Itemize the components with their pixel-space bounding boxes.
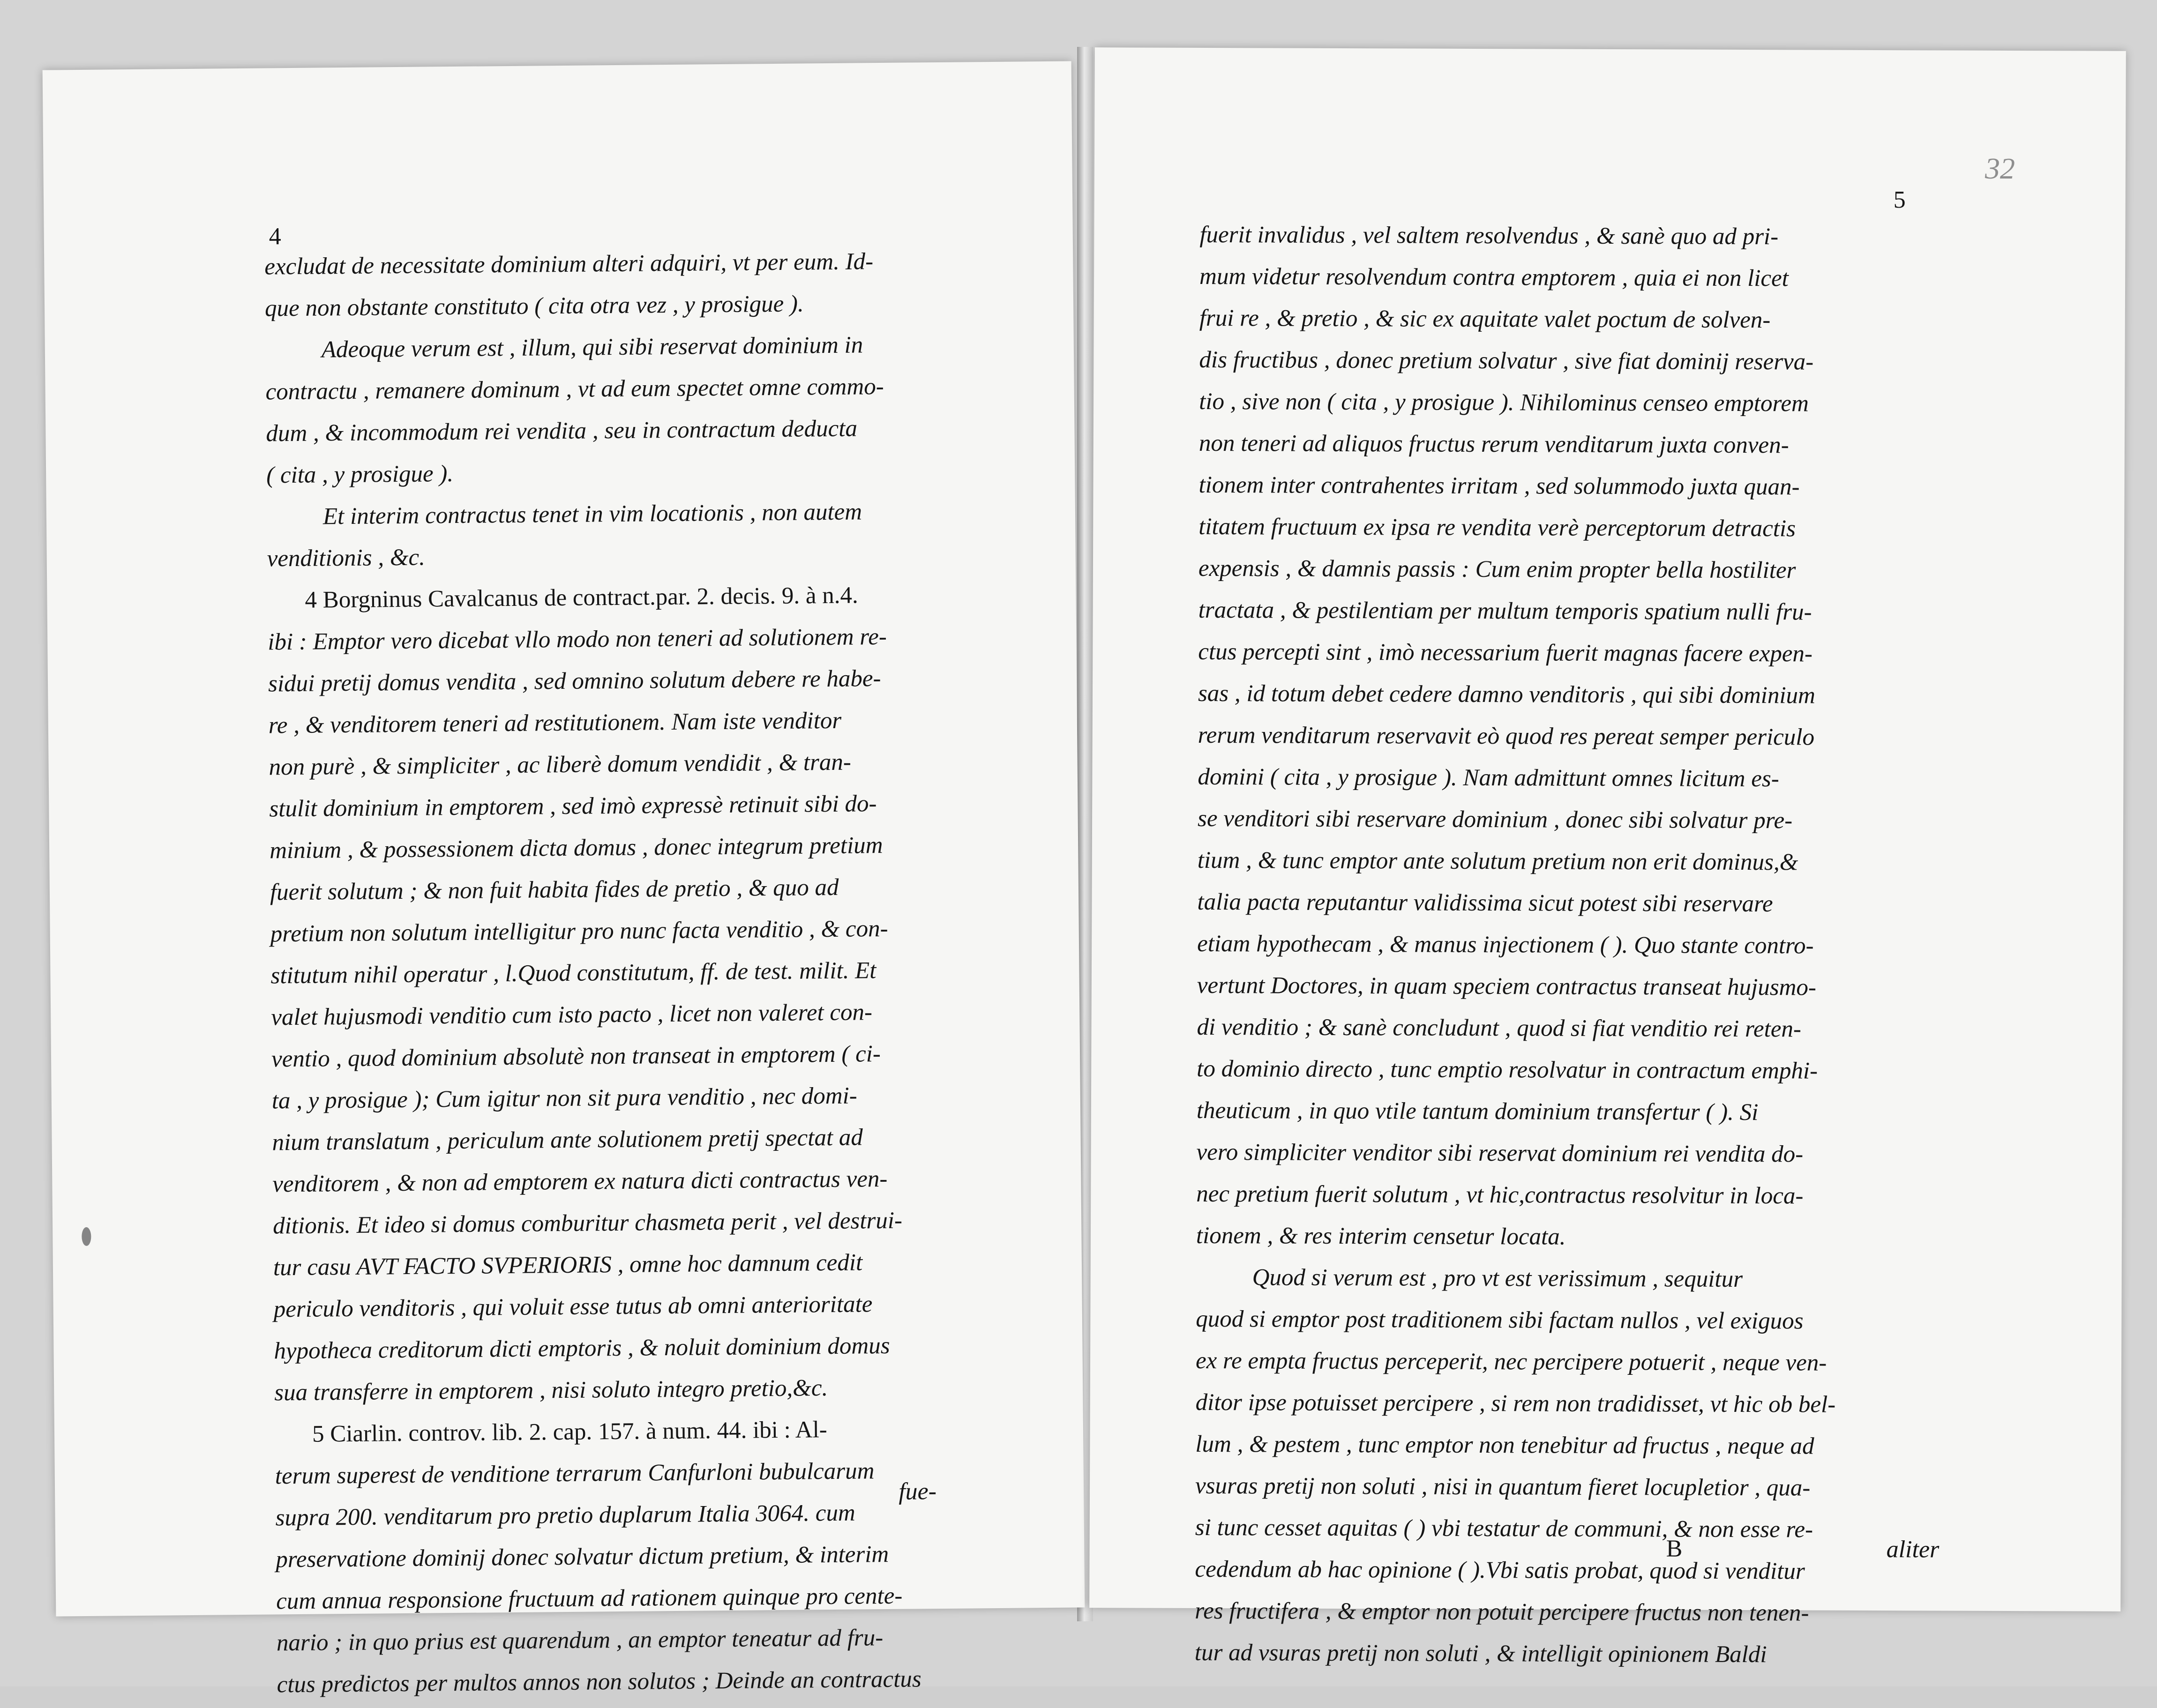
binding-hole (82, 1227, 91, 1246)
text-line: minium , & possessionem dicta domus , donec integrum pretium (269, 832, 883, 864)
signature-mark: B (1666, 1535, 1683, 1562)
text-line: rerum venditarum reservavit eò quod res pereat semper periculo (1198, 722, 1815, 751)
text-line: nario ; in quo prius est quarendum , an emptor teneatur ad fru- (276, 1625, 884, 1656)
page-number-right: 5 (1893, 186, 1906, 214)
text-line: non teneri ad aliquos fructus rerum venditarum juxta conven- (1198, 430, 1789, 459)
text-line: nium translatum , periculum ante solutionem pretij spectat ad (272, 1124, 863, 1156)
right-page (1089, 47, 2126, 1668)
catchword-right: aliter (1886, 1536, 1940, 1563)
text-line: tractata , & pestilentiam per multum temporis spatium nulli fru- (1198, 597, 1812, 626)
catchword-left: fue- (898, 1478, 937, 1505)
text-line: vero simpliciter venditor sibi reservat dominium rei vendita do- (1196, 1139, 1804, 1168)
text-line: periculo venditoris , qui voluit esse tutus ab omni anterioritate (273, 1291, 873, 1323)
text-line: supra 200. venditarum pro pretio duplarum Italia 3064. cum (275, 1499, 856, 1531)
text-line: expensis , & damnis passis : Cum enim propter bella hostiliter (1198, 555, 1796, 584)
text-line: res fructifera , & emptor non potuit percipere fructus non tenen- (1195, 1597, 1809, 1626)
left-page (43, 61, 1085, 1698)
text-line: vertunt Doctores, in quam speciem contractus transeat hujusmo- (1197, 972, 1817, 1001)
text-line: contractu , remanere dominum , vt ad eum spectet omne commo- (265, 373, 884, 405)
text-line: tur ad vsuras pretij non soluti , & intelligit opinionem Baldi (1194, 1639, 1767, 1668)
text-line: stitutum nihil operatur , l.Quod constitutum, ff. de test. milit. Et (270, 957, 876, 989)
text-line: re , & venditorem teneri ad restitutionem. Nam iste venditor (268, 707, 842, 739)
text-line: ibi : Emptor vero dicebat vllo modo non teneri ad solutionem re- (268, 623, 887, 656)
text-line: fuerit invalidus , vel saltem resolvendus , & sanè quo ad pri- (1199, 221, 1779, 250)
text-line: venditorem , & non ad emptorem ex natura dicti contractus ven- (272, 1165, 888, 1198)
text-line: Quod si verum est , pro vt est verissimum , sequitur (1252, 1264, 1743, 1293)
text-line: quod si emptor post traditionem sibi factam nullos , vel exiguos (1196, 1305, 1804, 1335)
text-line: pretium non solutum intelligitur pro nunc facta venditio , & con- (270, 915, 888, 947)
text-line: tur casu AVT FACTO SVPERIORIS , omne hoc damnum cedit (273, 1249, 863, 1281)
text-line: sua transferre in emptorem , nisi soluto integro pretio,&c. (274, 1375, 828, 1406)
text-line: terum superest de venditione terrarum Canfurloni bubulcarum (275, 1458, 875, 1490)
text-line: ditor ipse potuisset percipere , si rem non tradidisset, vt hic ob bel- (1195, 1389, 1836, 1418)
text-line: 5 Ciarlin. controv. lib. 2. cap. 157. à num. 44. ibi : Al- (312, 1417, 827, 1447)
text-line: tio , sive non ( cita , y prosigue ). Nihilominus censeo emptorem (1199, 388, 1809, 417)
text-line: cum annua responsione fructuum ad rationem quinque pro cente- (276, 1582, 903, 1615)
text-line: nec pretium fuerit solutum , vt hic,contractus resolvitur in loca- (1196, 1180, 1804, 1209)
text-line: ditionis. Et ideo si domus comburitur chasmeta perit , vel destrui- (272, 1207, 903, 1239)
text-line: dum , & incommodum rei vendita , seu in contractum deducta (266, 415, 858, 447)
text-line: ( cita , y prosigue ). (266, 461, 454, 489)
text-line: vsuras pretij non soluti , nisi in quantum fieret locupletior , qua- (1195, 1472, 1811, 1501)
text-line: ta , y prosigue ); Cum igitur non sit pura venditio , nec domi- (271, 1082, 857, 1114)
text-line: ctus percepti sint , imò necessarium fuerit magnas facere expen- (1198, 638, 1813, 667)
text-line: tium , & tunc emptor ante solutum pretium non erit dominus,& (1197, 847, 1798, 876)
text-line: tionem , & res interim censetur locata. (1196, 1222, 1566, 1250)
text-line: ventio , quod dominium absolutè non transeat in emptorem ( ci- (271, 1041, 881, 1073)
text-line: hypotheca creditorum dicti emptoris , & noluit dominium domus (274, 1332, 890, 1365)
text-line: 4 Borgninus Cavalcanus de contract.par. 2. decis. 9. à n.4. (305, 582, 859, 613)
text-line: fuerit solutum ; & non fuit habita fides de pretio , & quo ad (270, 874, 839, 906)
text-line: mum videtur resolvendum contra emptorem , quia ei non licet (1199, 263, 1789, 292)
right-text-block (1195, 214, 1840, 1676)
page-number-left: 4 (269, 223, 282, 250)
text-line: stulit dominium in emptorem , sed imò expressè retinuit sibi do- (269, 791, 877, 822)
text-line: Adeoque verum est , illum, qui sibi reservat dominium in (321, 332, 863, 363)
text-line: sas , id totum debet cedere damno venditoris , qui sibi dominium (1198, 680, 1815, 709)
text-line: di venditio ; & sanè concludunt , quod si fiat venditio rei reten- (1197, 1014, 1802, 1043)
left-text-block (264, 241, 921, 1706)
handwritten-folio-number: 32 (1985, 151, 2015, 186)
text-line: etiam hypothecam , & manus injectionem ( ). Quo stante contro- (1197, 930, 1814, 959)
text-line: lum , & pestem , tunc emptor non tenebitur ad fructus , neque ad (1195, 1431, 1814, 1460)
text-line: non purè , & simpliciter , ac liberè domum vendidit , & tran- (269, 749, 852, 781)
text-line: domini ( cita , y prosigue ). Nam admittunt omnes licitum es- (1198, 763, 1779, 792)
text-line: titatem fructuum ex ipsa re vendita verè perceptorum detractis (1198, 513, 1796, 542)
text-line: preservatione dominij donec solvatur dictum pretium, & interim (276, 1541, 889, 1573)
text-line: to dominio directo , tunc emptio resolvatur in contractum emphi- (1197, 1055, 1818, 1084)
text-line: si tunc cesset aquitas ( ) vbi testatur de communi, & non esse re- (1195, 1514, 1813, 1543)
text-line: se venditori sibi reservare dominium , donec sibi solvatur pre- (1197, 805, 1793, 834)
text-line: venditionis , &c. (267, 544, 426, 572)
text-line: cedendum ab hac opinione ( ).Vbi satis probat, quod si venditur (1195, 1556, 1805, 1585)
text-line: que non obstante constituto ( cita otra vez , y prosigue ). (264, 291, 804, 322)
text-line: valet hujusmodi venditio cum isto pacto , licet non valeret con- (271, 999, 873, 1031)
text-line: ctus predictos per multos annos non solutos ; Deinde an contractus (277, 1666, 921, 1698)
text-line: ex re empta fructus perceperit, nec percipere potuerit , neque ven- (1195, 1347, 1827, 1376)
text-line: theuticum , in quo vtile tantum dominium transfertur ( ). Si (1196, 1097, 1759, 1126)
text-line: talia pacta reputantur validissima sicut potest sibi reservare (1197, 888, 1773, 917)
text-line: excludat de necessitate dominium alteri adquiri, vt per eum. Id- (264, 248, 874, 280)
text-line: sidui pretij domus vendita , sed omnino solutum debere re habe- (268, 665, 881, 697)
text-line: frui re , & pretio , & sic ex aquitate valet poctum de solven- (1199, 305, 1771, 334)
text-line: dis fructibus , donec pretium solvatur , sive fiat dominij reserva- (1199, 346, 1814, 375)
text-line: tionem inter contrahentes irritam , sed solummodo juxta quan- (1198, 471, 1800, 500)
text-line: Et interim contractus tenet in vim locationis , non autem (322, 499, 862, 530)
